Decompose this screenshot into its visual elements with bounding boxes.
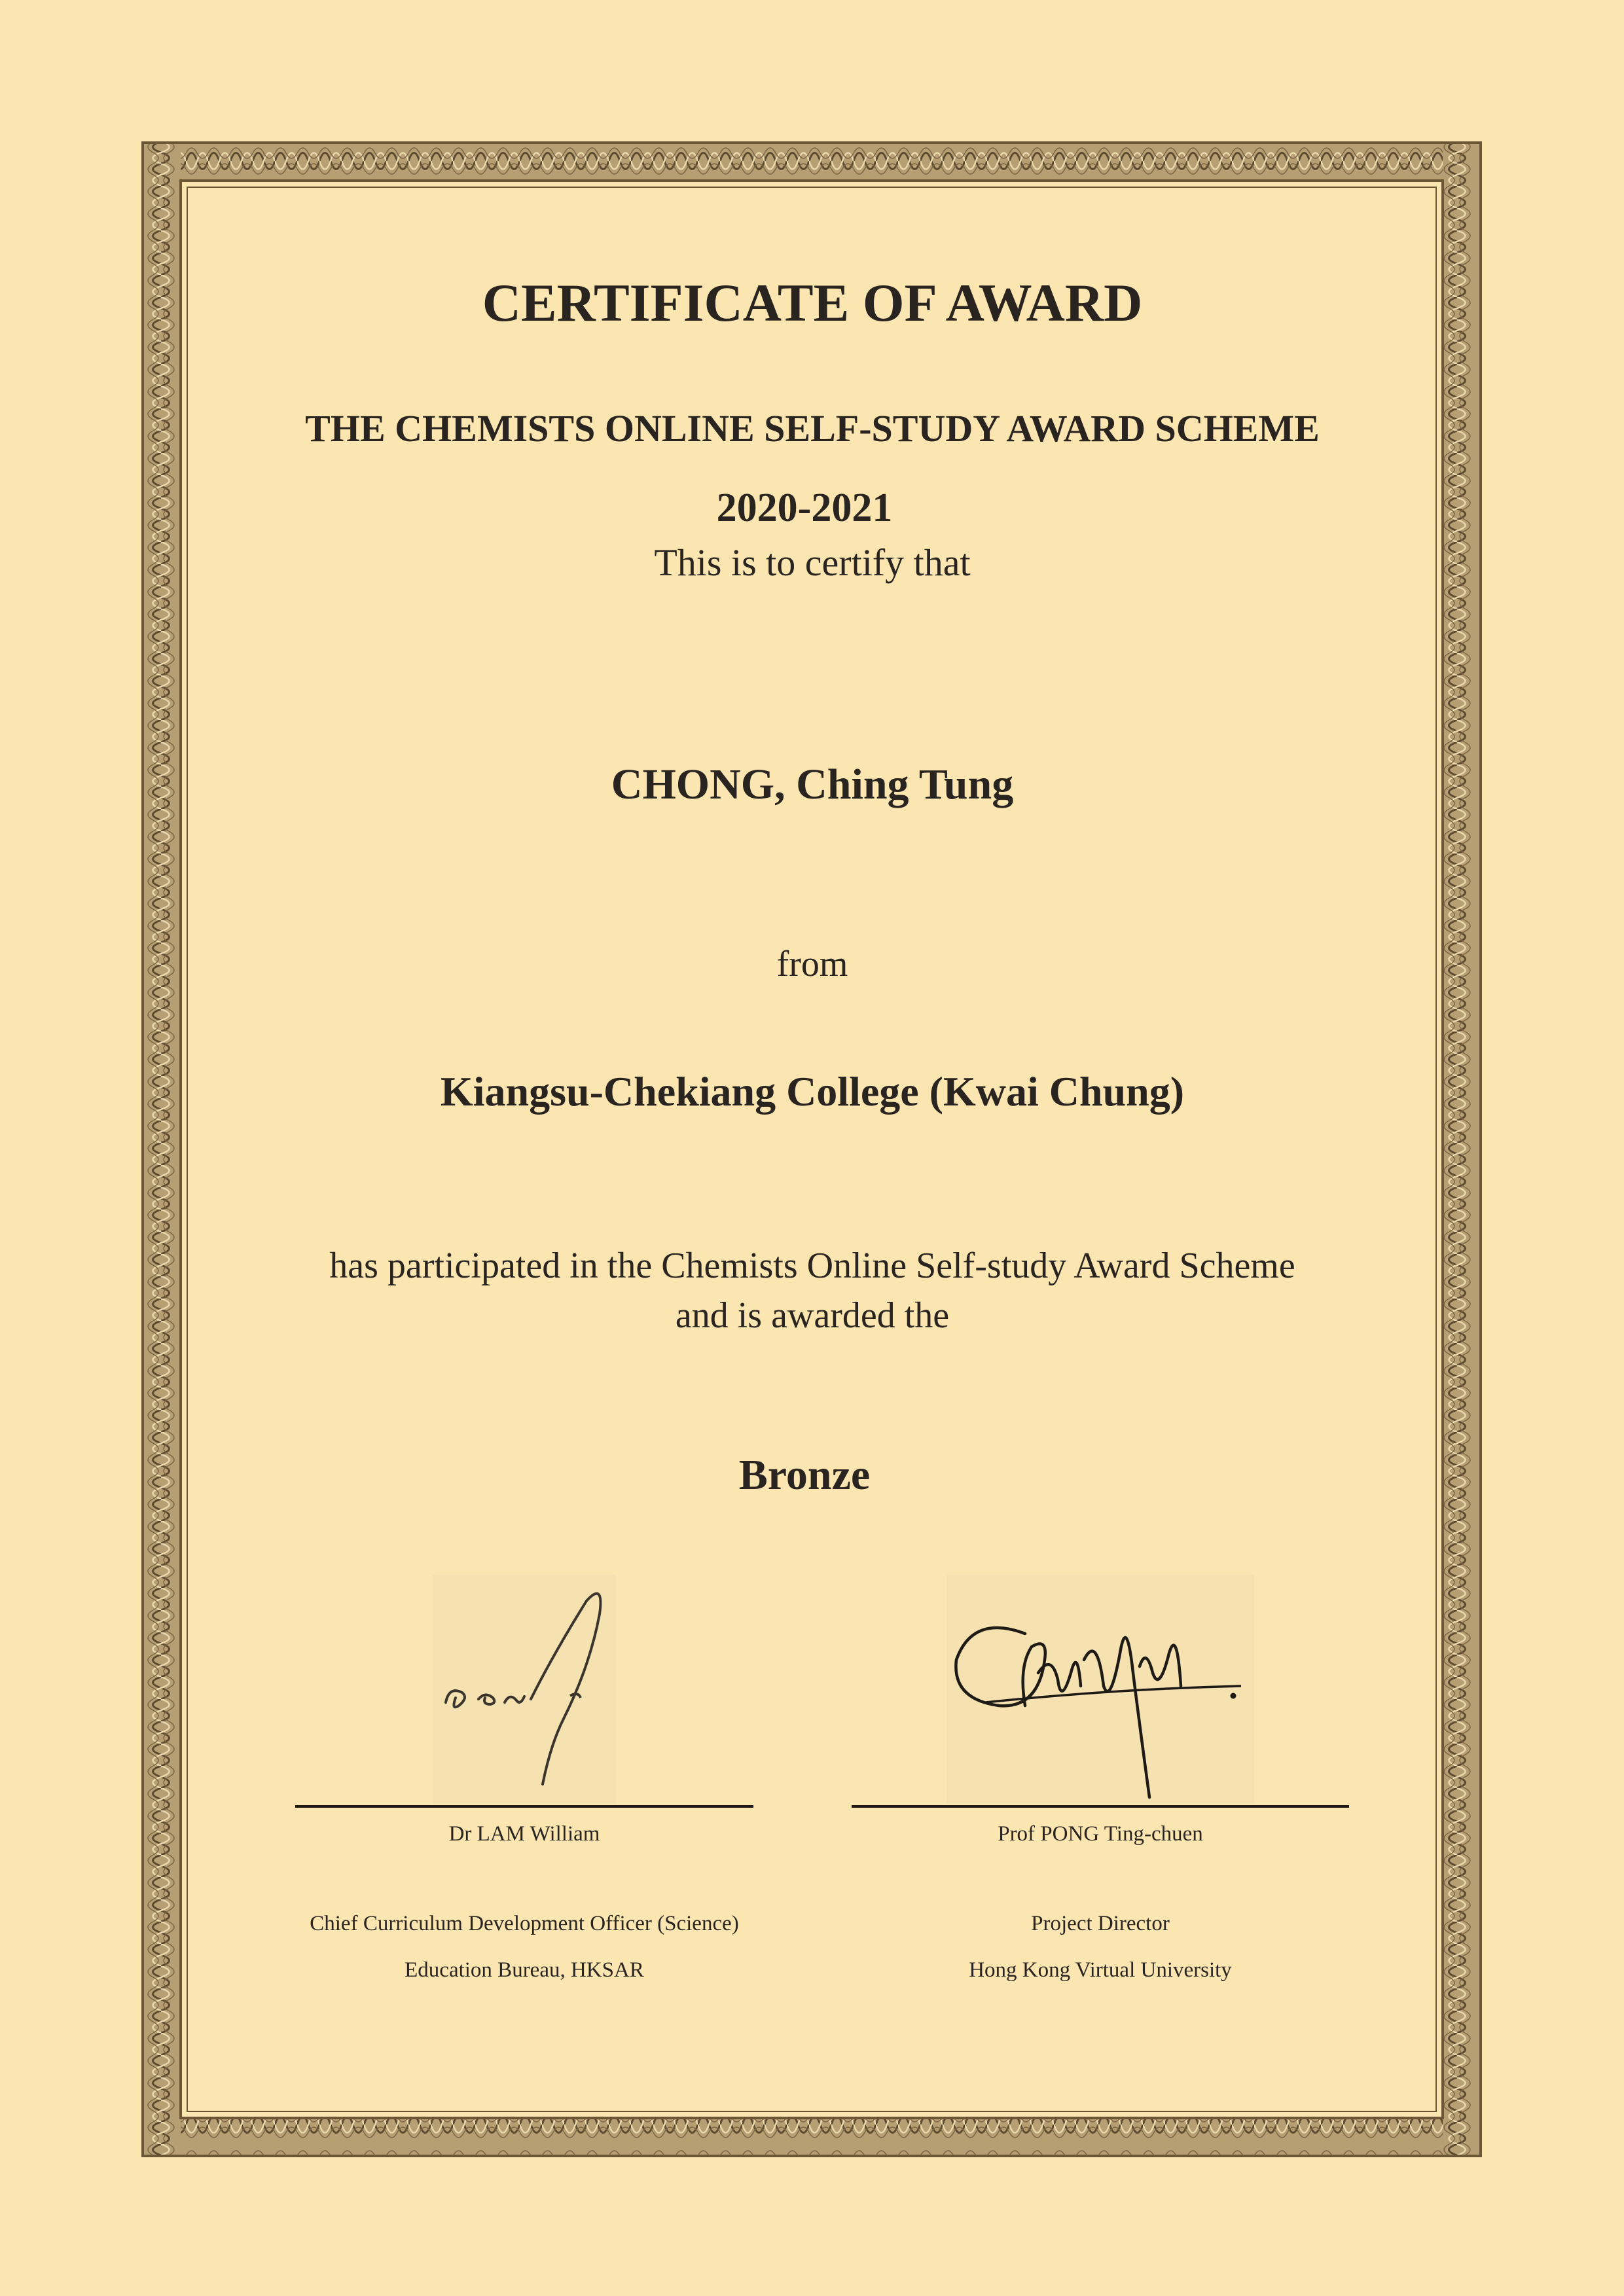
from-text: from (776, 944, 848, 984)
signatory-title-right: Project Director (1031, 1912, 1170, 1935)
award-year: 2020-2021 (716, 486, 893, 530)
signature-lam-image (433, 1575, 616, 1804)
recipient-name: CHONG, Ching Tung (611, 761, 1014, 808)
signature-line-left (295, 1805, 753, 1808)
signature-block-right (852, 1575, 1349, 1982)
signatory-title-left: Chief Curriculum Development Officer (Science) (310, 1912, 739, 1935)
school-name: Kiangsu-Chekiang College (Kwai Chung) (440, 1068, 1185, 1115)
signature-line-right (852, 1805, 1349, 1808)
award-level: Bronze (738, 1451, 871, 1499)
signature-block-left (295, 1575, 753, 1982)
scheme-name: THE CHEMISTS ONLINE SELF-STUDY AWARD SCHEME (305, 407, 1320, 450)
participation-statement (187, 1241, 1437, 1340)
signature-pong-image (947, 1575, 1254, 1804)
certificate-body (187, 187, 1437, 2111)
signatory-name-right: Prof PONG Ting-chuen (998, 1822, 1203, 1846)
certify-text: This is to certify that (654, 541, 971, 584)
participation-line-1: has participated in the Chemists Online Self-study Award Scheme (329, 1246, 1295, 1286)
participation-line-2: and is awarded the (675, 1295, 950, 1336)
signatory-org-right: Hong Kong Virtual University (969, 1958, 1232, 1982)
signatory-name-left: Dr LAM William (448, 1822, 600, 1846)
certificate-title: CERTIFICATE OF AWARD (482, 273, 1143, 332)
signatory-org-left: Education Bureau, HKSAR (405, 1958, 644, 1982)
